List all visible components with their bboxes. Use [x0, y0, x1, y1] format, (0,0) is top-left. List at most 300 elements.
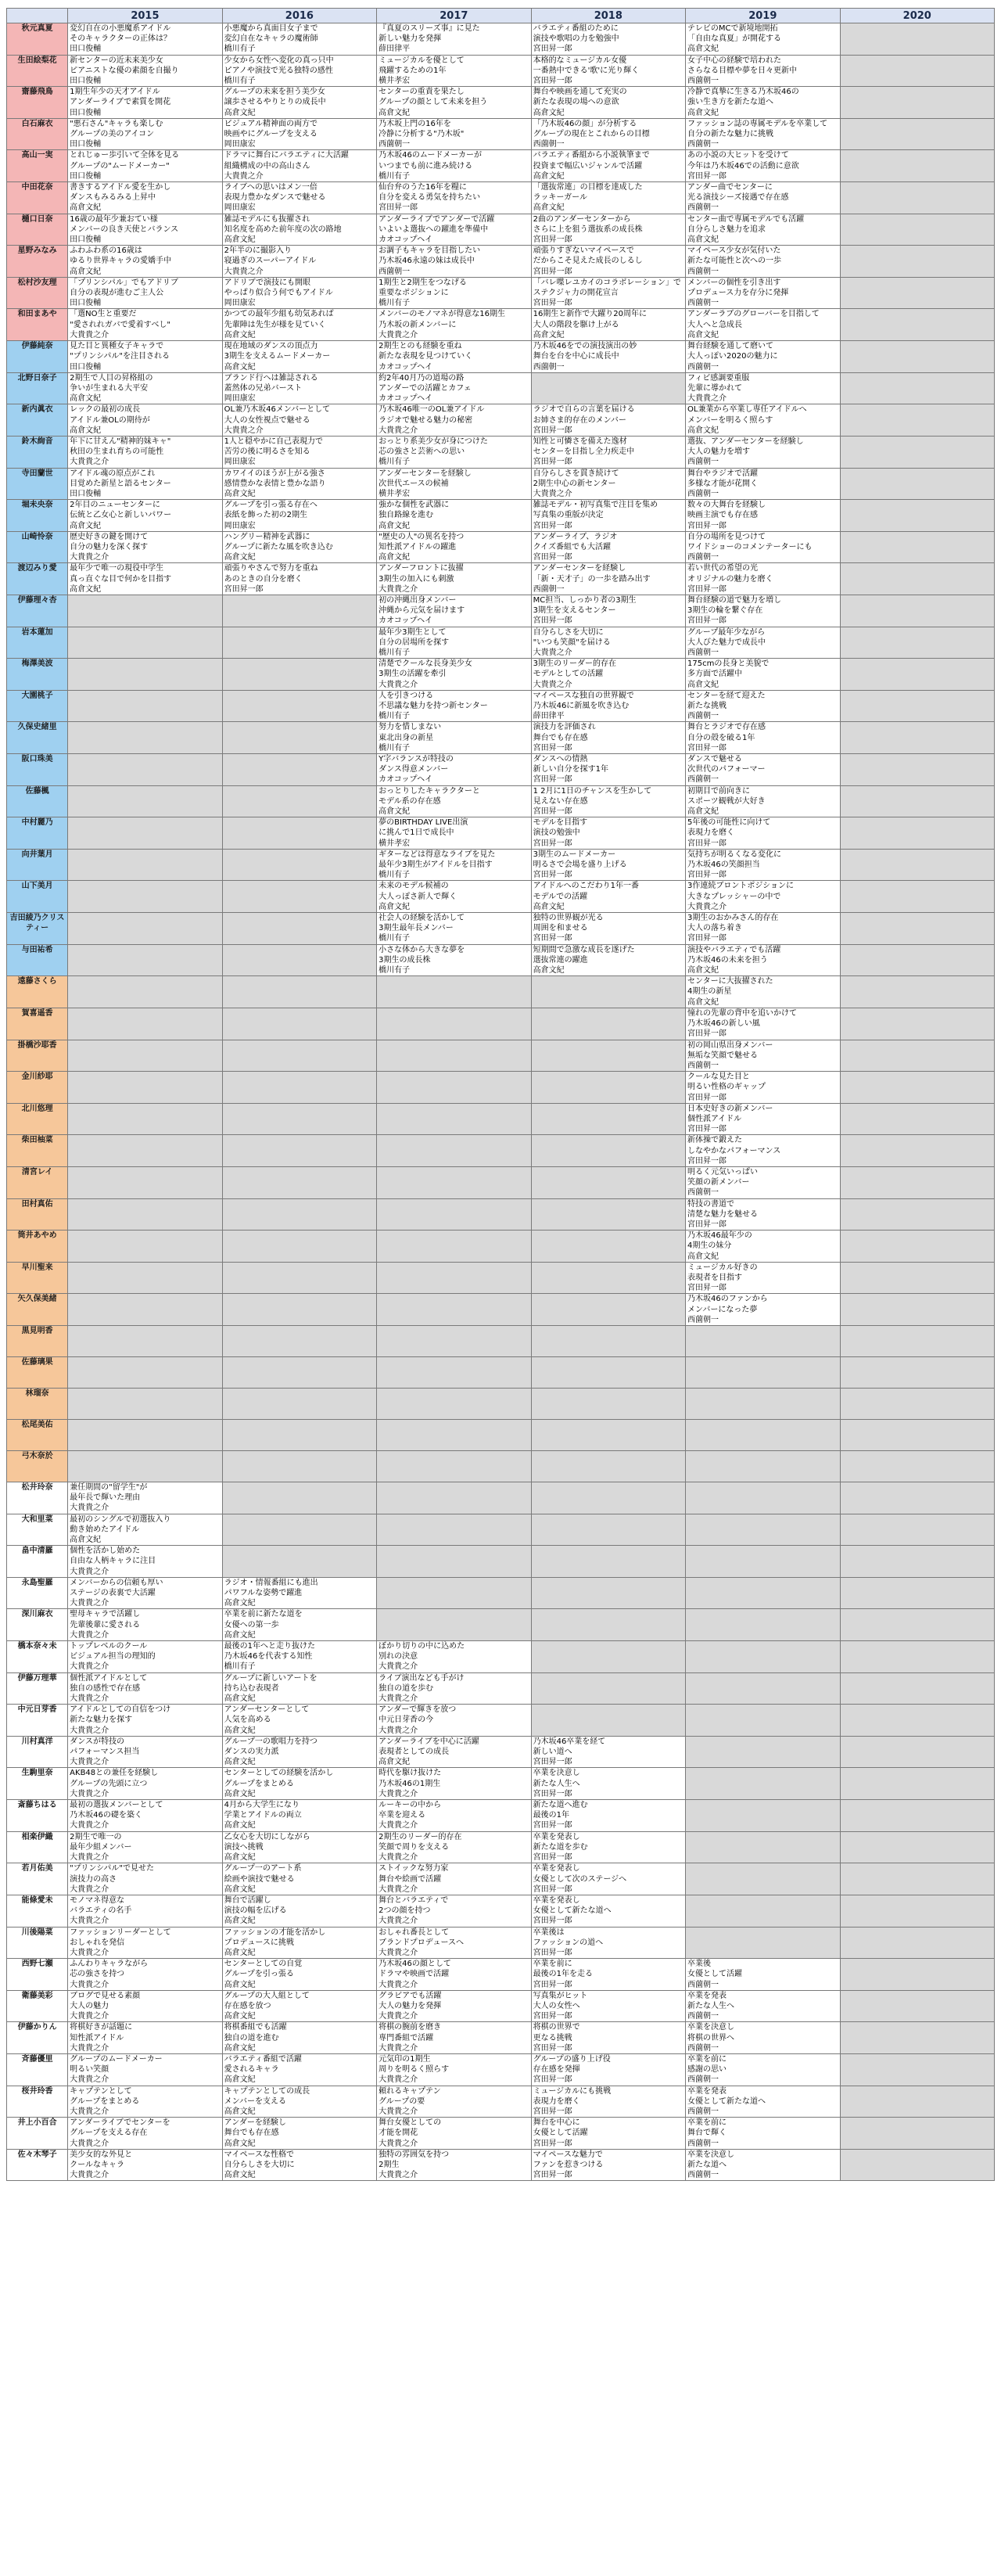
article-title-line: バラエティの名手 — [70, 1906, 132, 1916]
empty-cell — [686, 1577, 840, 1609]
empty-cell — [222, 817, 376, 850]
article-title-line: 初の沖縄出身メンバー — [379, 595, 457, 605]
article-writer: 西薗朝一 — [687, 489, 719, 498]
member-name: 中村麗乃 — [7, 817, 68, 850]
empty-cell — [840, 1641, 994, 1673]
article-cell — [686, 1072, 840, 1104]
empty-cell — [531, 1514, 685, 1546]
member-name: 吉田綾乃クリスティー — [7, 913, 68, 945]
article-title-line: 重要なポジションに — [379, 289, 449, 298]
article-title-line: 175cmの長身と美貌で — [687, 659, 770, 669]
article-title-line: 争いが生まれる大平安 — [70, 383, 149, 393]
member-row — [7, 1388, 995, 1419]
empty-cell — [686, 1863, 840, 1895]
article-title-line: 数々の大舞台を経験し — [687, 501, 766, 510]
article-writer: 高倉文紀 — [70, 394, 102, 404]
member-row — [7, 785, 995, 817]
article-cell — [531, 468, 685, 500]
article-writer: 大貴貴之介 — [224, 171, 264, 181]
article-writer: 宮田昇一郎 — [533, 2043, 572, 2053]
article-title-line: 清楚でクールな長身美少女 — [379, 659, 472, 669]
member-name: 新内眞衣 — [7, 404, 68, 437]
empty-cell — [686, 1609, 840, 1641]
empty-cell — [531, 1294, 685, 1326]
article-title-line: ゆるり世界キャラの愛嬌手中 — [70, 257, 172, 266]
article-title-line: 自分を変える勇気を持ちたい — [379, 193, 481, 203]
member-row — [7, 1294, 995, 1326]
article-title-line: 雑誌モデルにも抜擢され — [224, 214, 310, 224]
empty-cell — [377, 1450, 531, 1482]
article-writer: 高倉文紀 — [70, 521, 102, 530]
article-cell — [686, 913, 840, 945]
article-writer: 橋川有子 — [379, 712, 411, 721]
article-writer: 宮田昇一郎 — [533, 2139, 572, 2148]
article-writer: 田口俊輔 — [70, 45, 102, 54]
article-title-line: ラッキーガール — [533, 193, 587, 203]
article-cell — [222, 182, 376, 214]
article-writer: 大貴貴之介 — [379, 1884, 418, 1894]
article-title-line: 初の岡山県出身メンバー — [687, 1040, 773, 1050]
article-title-line: 女優として活躍 — [687, 1970, 743, 1979]
article-cell — [686, 1198, 840, 1231]
article-writer: 大貴貴之介 — [379, 2171, 418, 2180]
empty-cell — [68, 1008, 222, 1040]
member-name: 北川悠理 — [7, 1103, 68, 1135]
article-title-line: 乃木坂46に新風を吹き込む — [533, 702, 630, 710]
article-title-line: 自由な人柄キャラに注目 — [70, 1557, 156, 1566]
article-cell — [531, 277, 685, 309]
member-row — [7, 150, 995, 182]
article-cell — [686, 341, 840, 373]
article-writer: 宮田昇一郎 — [687, 1156, 727, 1166]
member-row — [7, 849, 995, 881]
article-writer: 大貴貴之介 — [70, 2139, 109, 2148]
article-cell — [222, 214, 376, 246]
member-name: 大園桃子 — [7, 690, 68, 722]
article-writer: 大貴貴之介 — [379, 680, 418, 689]
article-writer: 大貴貴之介 — [379, 330, 418, 340]
article-title-line: 表現者を目指す — [687, 1273, 743, 1282]
empty-cell — [377, 1419, 531, 1450]
article-title-line: 芯の強さを持つ — [70, 1970, 125, 1979]
article-title-line: 2期生 — [379, 2160, 400, 2169]
article-writer: 宮田昇一郎 — [533, 1789, 572, 1798]
article-title-line: あのときの自分を磨く — [224, 574, 303, 584]
member-name: 川後陽菜 — [7, 1927, 68, 1959]
article-title-line: 新たな道を歩む — [533, 1842, 588, 1852]
empty-cell — [222, 595, 376, 627]
article-writer: 横井孝宏 — [379, 489, 411, 498]
article-writer: 高倉文紀 — [224, 1758, 256, 1767]
empty-cell — [68, 1262, 222, 1294]
article-cell — [531, 531, 685, 563]
member-row — [7, 1800, 995, 1832]
article-cell — [68, 1705, 222, 1737]
article-cell — [686, 881, 840, 913]
article-cell — [222, 1609, 376, 1641]
article-title-line: 約2年40月乃の道場の路 — [379, 373, 465, 383]
article-writer: 大貴貴之介 — [379, 1789, 418, 1798]
member-row — [7, 595, 995, 627]
empty-cell — [840, 55, 994, 87]
article-writer: 西薗朝一 — [687, 712, 719, 721]
article-writer: 高倉文紀 — [379, 108, 411, 117]
article-cell — [377, 1641, 531, 1673]
article-writer: 大貴貴之介 — [70, 1567, 109, 1576]
article-writer: 高倉文紀 — [224, 1726, 256, 1735]
article-writer: 西薗朝一 — [687, 553, 719, 562]
article-title-line: 女優として次のステージへ — [533, 1874, 627, 1884]
member-name: 伊藤理々杏 — [7, 595, 68, 627]
article-title-line: 伝統と乙女心と新しいパワー — [70, 511, 172, 520]
article-title-line: 最後の1年を走る — [533, 1970, 593, 1979]
article-cell — [377, 1895, 531, 1927]
article-writer: 西薗朝一 — [687, 140, 719, 149]
article-writer: 大貴貴之介 — [70, 2043, 109, 2053]
article-title-line: キャプテンとして — [70, 2086, 132, 2096]
member-row — [7, 659, 995, 691]
empty-cell — [68, 754, 222, 786]
article-cell — [686, 690, 840, 722]
article-title-line: 本格的なミュージカル女優 — [533, 56, 627, 65]
article-title-line: 譲歩させるやりとりの成長中 — [224, 98, 326, 107]
article-cell — [222, 2086, 376, 2118]
article-title-line: に挑んで1日で成長中 — [379, 828, 454, 838]
article-cell — [686, 2149, 840, 2181]
article-title-line: おしゃれ番長として — [379, 1928, 450, 1937]
empty-cell — [840, 1419, 994, 1450]
article-cell — [377, 1768, 531, 1800]
empty-cell — [840, 309, 994, 341]
article-cell — [686, 468, 840, 500]
article-cell — [68, 531, 222, 563]
article-writer: 西薗朝一 — [687, 1061, 719, 1070]
article-cell — [377, 1831, 531, 1863]
article-cell — [222, 23, 376, 56]
empty-cell — [686, 1800, 840, 1832]
article-title-line: アンダーライブを中心に活躍 — [379, 1737, 479, 1746]
member-name: 西野七瀬 — [7, 1959, 68, 1991]
article-title-line: 新たな道へ進む — [533, 1801, 588, 1810]
article-title-line: 最後の1年 — [533, 1811, 569, 1820]
article-title-line: 才能を開花 — [379, 2129, 418, 2138]
member-name: 清宮レイ — [7, 1166, 68, 1198]
article-title-line: 頑張りやさんで努力を重ね — [224, 564, 318, 573]
article-title-line: 小さな体から大きな夢を — [379, 945, 465, 954]
member-row — [7, 1198, 995, 1231]
empty-cell — [222, 849, 376, 881]
article-title-line: グループをまとめる — [224, 1779, 294, 1788]
empty-cell — [840, 785, 994, 817]
article-title-line: 周りを明るく照らす — [379, 2065, 450, 2075]
article-cell — [531, 214, 685, 246]
empty-cell — [840, 436, 994, 468]
empty-cell — [840, 1577, 994, 1609]
empty-cell — [377, 1388, 531, 1419]
empty-cell — [68, 627, 222, 659]
empty-cell — [686, 1450, 840, 1482]
article-title-line: 独自の道を歩む — [379, 1683, 434, 1693]
member-row — [7, 1736, 995, 1768]
article-title-line: 最年少で唯一の現役中学生 — [70, 564, 164, 573]
article-cell — [531, 1800, 685, 1832]
article-title-line: アンダーフロントに抜擢 — [379, 564, 464, 573]
empty-cell — [686, 1356, 840, 1388]
article-cell — [68, 1800, 222, 1832]
article-writer: 大貴貴之介 — [379, 2139, 418, 2148]
article-cell — [377, 309, 531, 341]
member-name: 生田絵梨花 — [7, 55, 68, 87]
member-name: 桜井玲香 — [7, 2086, 68, 2118]
article-title-line: 見えない存在感 — [533, 796, 588, 806]
article-title-line: 無垢な笑顔で魅せる — [687, 1051, 759, 1060]
member-name: 永島聖羅 — [7, 1577, 68, 1609]
article-title-line: グループの盛り上げ役 — [533, 2054, 611, 2064]
member-name: 久保史緒里 — [7, 722, 68, 754]
article-title-line: AKB48との兼任を経験し — [70, 1769, 159, 1778]
article-title-line: だからこそ見えた成長のしるし — [533, 257, 643, 266]
article-title-line: さらなる目標や夢を日々更新中 — [687, 66, 798, 75]
article-cell — [531, 1895, 685, 1927]
article-title-line: 将棋番組でも活躍 — [224, 2023, 287, 2032]
member-name: 松村沙友理 — [7, 277, 68, 309]
article-cell — [377, 722, 531, 754]
empty-cell — [531, 1705, 685, 1737]
article-title-line: 卒業を発表 — [687, 1991, 727, 2000]
article-cell — [686, 2086, 840, 2118]
article-writer: 宮田昇一郎 — [687, 171, 727, 181]
article-cell — [686, 976, 840, 1008]
article-writer: 高倉文紀 — [687, 45, 719, 54]
article-title-line: 3期生を支えるムードメーカー — [224, 352, 331, 361]
article-title-line: ステクジャ力の開花宣言 — [533, 289, 619, 298]
member-row — [7, 722, 995, 754]
article-title-line: "愛されれガバで愛着すべし" — [70, 320, 170, 329]
article-title-line: 4月から大学生になり — [224, 1801, 300, 1810]
article-writer: 西薗朝一 — [533, 584, 565, 594]
article-title-line: 最年少3期生がアイドルを目指す — [379, 860, 493, 870]
article-title-line: 卒業を前に新たな道を — [224, 1610, 303, 1619]
empty-cell — [840, 1008, 994, 1040]
article-writer: 宮田昇一郎 — [533, 934, 572, 943]
empty-cell — [840, 2053, 994, 2086]
empty-cell — [840, 849, 994, 881]
member-row — [7, 1863, 995, 1895]
article-writer: カオコップヘイ — [379, 394, 433, 404]
article-title-line: アンダーを経験し — [224, 2118, 286, 2128]
member-row — [7, 1705, 995, 1737]
member-name: 松井玲奈 — [7, 1482, 68, 1514]
member-row — [7, 1166, 995, 1198]
article-title-line: ファッションの道へ — [533, 1938, 604, 1947]
article-title-line: アンダーセンターとして — [224, 1705, 310, 1715]
article-writer: 高倉文紀 — [379, 1758, 411, 1767]
article-cell — [377, 372, 531, 404]
article-cell — [531, 1863, 685, 1895]
article-title-line: 2年半のに撮影入り — [224, 246, 292, 256]
article-title-line: アンダーでの活躍とカフェ — [379, 383, 472, 393]
empty-cell — [686, 1419, 840, 1450]
article-writer: 橋川有子 — [379, 299, 411, 308]
article-title-line: 知性派アイドルの躍進 — [379, 542, 457, 551]
article-writer: 大貴貴之介 — [379, 1821, 418, 1831]
empty-cell — [840, 1103, 994, 1135]
article-title-line: 変幻自在の小悪魔系アイドル — [70, 24, 171, 33]
article-title-line: オリジナルの魅力を磨く — [687, 574, 773, 584]
corner-header — [7, 9, 68, 23]
article-title-line: 先輩後輩に愛される — [70, 1620, 141, 1629]
article-writer: 大貴貴之介 — [70, 2075, 109, 2085]
member-name: 梅澤美波 — [7, 659, 68, 691]
article-title-line: 表現力を磨く — [533, 2096, 580, 2106]
year-header-2020: 2020 — [840, 9, 994, 23]
article-title-line: とれじゅー歩引いて全体を見る — [70, 151, 180, 160]
article-title-line: 初期目で前向きに — [687, 786, 751, 796]
article-title-line: 選抜常連の躍進 — [533, 955, 588, 965]
empty-cell — [840, 944, 994, 976]
member-row — [7, 1546, 995, 1578]
empty-cell — [222, 754, 376, 786]
article-writer: 大貴貴之介 — [70, 1853, 109, 1863]
article-writer: 宮田昇一郎 — [224, 584, 264, 594]
article-writer: 西薗朝一 — [533, 362, 565, 372]
member-name: 金川紗耶 — [7, 1072, 68, 1104]
article-cell — [222, 2022, 376, 2054]
article-writer: 大貴貴之介 — [379, 1662, 418, 1672]
article-title-line: アンダーライブでセンターを — [70, 2118, 170, 2128]
article-cell — [222, 563, 376, 595]
article-title-line: 美少女的な外見と — [70, 2150, 133, 2159]
article-title-line: トップレベルのクール — [70, 1642, 148, 1651]
empty-cell — [68, 595, 222, 627]
article-cell — [377, 2149, 531, 2181]
article-title-line: グループの美のアイコン — [70, 130, 155, 139]
article-cell — [686, 372, 840, 404]
article-title-line: 表紙を飾った初の2期生 — [224, 511, 308, 520]
article-cell — [222, 2053, 376, 2086]
empty-cell — [377, 1008, 531, 1040]
article-writer: 大貴貴之介 — [70, 1980, 109, 1989]
empty-cell — [222, 1135, 376, 1167]
empty-cell — [68, 785, 222, 817]
article-title-line: さらに上を狙う選抜系の成長株 — [533, 225, 643, 234]
member-name: 黒見明香 — [7, 1325, 68, 1356]
article-title-line: 多様な才能が花開く — [687, 479, 759, 488]
empty-cell — [531, 1135, 685, 1167]
article-title-line: グループを引っ張る — [224, 1970, 294, 1979]
article-title-line: クールなキャラ — [70, 2160, 124, 2169]
article-cell — [686, 722, 840, 754]
empty-cell — [686, 1672, 840, 1705]
empty-cell — [840, 150, 994, 182]
article-writer: 橋川有子 — [379, 648, 411, 657]
article-writer: 宮田昇一郎 — [533, 2012, 572, 2021]
empty-cell — [531, 1040, 685, 1072]
article-title-line: ドラマや映画で活躍 — [379, 1970, 450, 1979]
article-writer: 西薗朝一 — [687, 2012, 719, 2021]
article-title-line: 中元日芽香の今 — [379, 1716, 434, 1725]
article-title-line: 舞台経験の道で魅力を増し — [687, 595, 782, 605]
article-title-line: 乃木坂46のムードメーカーが — [379, 151, 483, 160]
article-title-line: 感情豊かな表情と豊かな語り — [224, 479, 326, 488]
article-title-line: 1 2月に1日のチャンスを生かして — [533, 786, 652, 796]
article-cell — [68, 1863, 222, 1895]
article-title-line: ファンを惹きつける — [533, 2160, 604, 2169]
article-cell — [222, 150, 376, 182]
empty-cell — [222, 1198, 376, 1231]
empty-cell — [840, 627, 994, 659]
article-cell — [686, 2022, 840, 2054]
article-cell — [68, 404, 222, 437]
article-writer: 西薗朝一 — [687, 775, 719, 785]
article-title-line: 自分の殻を破る1年 — [687, 733, 755, 742]
article-writer: 大貴貴之介 — [379, 2043, 418, 2053]
article-title-line: 舞台で活躍し — [224, 1895, 271, 1905]
article-title-line: グループのムードメーカー — [70, 2054, 163, 2064]
article-cell — [531, 849, 685, 881]
member-name: 柴田柚菜 — [7, 1135, 68, 1167]
article-title-line: 2期生とのも経験を重ね — [379, 342, 462, 351]
empty-cell — [840, 1040, 994, 1072]
article-title-line: ラジオで自らの言葉を届ける — [533, 405, 635, 415]
empty-cell — [531, 976, 685, 1008]
empty-cell — [68, 849, 222, 881]
article-writer: 大貴貴之介 — [379, 1853, 418, 1863]
article-title-line: 少女から女性へ変化の真っ只中 — [224, 56, 334, 65]
member-row — [7, 1231, 995, 1263]
article-title-line: いつまでも前に進み続ける — [379, 161, 473, 171]
article-cell — [686, 23, 840, 56]
empty-cell — [68, 1419, 222, 1450]
article-title-line: 独特の世界観が光る — [533, 914, 604, 923]
article-title-line: 新たな表現の場への意欲 — [533, 98, 619, 107]
member-row — [7, 1103, 995, 1135]
member-name: 伊藤かりん — [7, 2022, 68, 2054]
article-title-line: 目覚めた新星と語るセンター — [70, 479, 171, 488]
article-title-line: 元気印の1期生 — [379, 2054, 431, 2064]
article-cell — [531, 55, 685, 87]
article-title-line: 明るさで会場を盛り上げる — [533, 860, 627, 870]
article-title-line: 卒業を決意し — [687, 2150, 735, 2159]
article-title-line: 頑張りすぎないマイペースで — [533, 246, 634, 256]
article-cell — [68, 277, 222, 309]
empty-cell — [68, 976, 222, 1008]
article-writer: 高倉文紀 — [379, 553, 411, 562]
article-cell — [377, 468, 531, 500]
article-title-line: アンダーライブでアンダーで活躍 — [379, 214, 495, 224]
article-title-line: 乃木坂46のファンから — [687, 1295, 768, 1304]
article-title-line: 投資まで幅広いジャンルで活躍 — [533, 161, 643, 171]
article-title-line: メンバーの良き天使とバランス — [70, 225, 179, 234]
article-title-line: 乃木坂46の未来を担う — [687, 955, 768, 965]
article-cell — [377, 913, 531, 945]
empty-cell — [531, 1672, 685, 1705]
article-title-line: センター曲で専属モデルでも活躍 — [687, 214, 805, 224]
article-cell — [531, 754, 685, 786]
article-title-line: 芯の強さと芸術への思い — [379, 447, 465, 457]
article-writer: 高倉文紀 — [533, 966, 565, 975]
article-cell — [222, 1990, 376, 2022]
member-row — [7, 118, 995, 150]
article-title-line: 乃木坂46永遠の妹は成長中 — [379, 257, 475, 266]
article-cell — [222, 500, 376, 532]
article-cell — [68, 2118, 222, 2150]
article-cell — [377, 246, 531, 278]
article-cell — [686, 1231, 840, 1263]
article-writer: 高倉文紀 — [224, 1917, 256, 1926]
article-writer: 高倉文紀 — [687, 426, 719, 435]
article-title-line: ピアニストな優の素顔を自撮り — [70, 66, 179, 75]
